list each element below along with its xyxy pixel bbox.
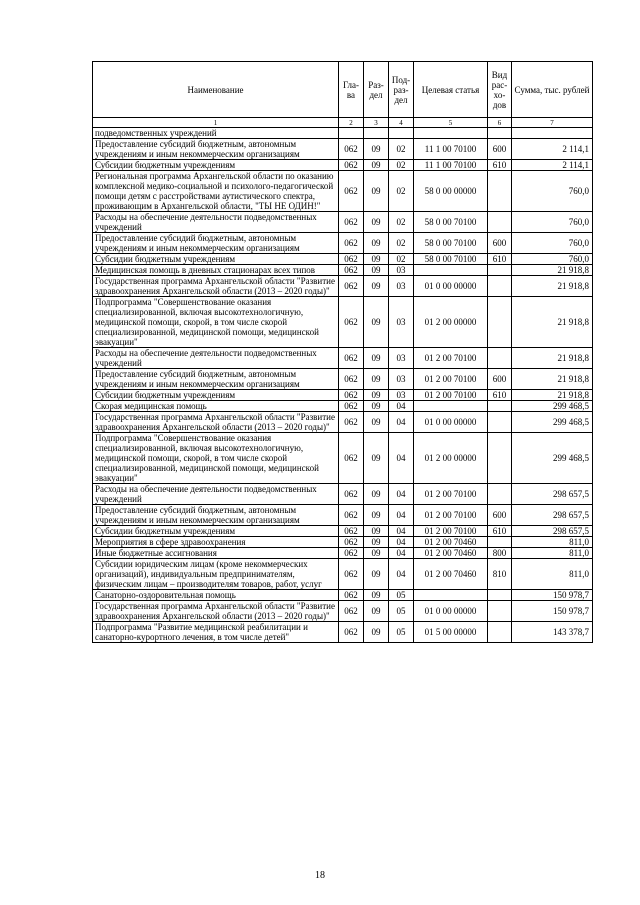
row-podrazdel-cell: 04: [389, 412, 414, 433]
row-sum-cell: 150 978,7: [512, 601, 593, 622]
row-glava-cell: 062: [339, 265, 364, 276]
row-name-cell: Подпрограмма "Совершенствование оказания специализированной, включая высокотехнологичную, медицинской помощи, скорой, в том числе скорой специализированной, медицинской помощи, медицинской эвакуации": [93, 297, 339, 348]
table-row: [93, 484, 593, 505]
row-razdel-cell: 09: [364, 505, 389, 526]
row-razdel-cell: 09: [364, 265, 389, 276]
column-number: 2: [339, 118, 364, 128]
row-glava-cell: 062: [339, 601, 364, 622]
row-podrazdel-cell: 04: [389, 559, 414, 590]
row-name-cell: Мероприятия в сфере здравоохранения: [93, 537, 339, 548]
row-razdel-cell: 09: [364, 254, 389, 265]
table-row: [93, 590, 593, 601]
row-sum-cell: 21 918,8: [512, 348, 593, 369]
row-target-article-cell: 11 1 00 70100: [414, 160, 488, 171]
row-podrazdel-cell: 02: [389, 233, 414, 254]
row-razdel-cell: 09: [364, 559, 389, 590]
row-target-article-cell: 11 1 00 70100: [414, 139, 488, 160]
row-razdel-cell: 09: [364, 526, 389, 537]
row-podrazdel-cell: 03: [389, 265, 414, 276]
column-number: 4: [389, 118, 414, 128]
row-target-article-cell: 01 0 00 00000: [414, 276, 488, 297]
row-podrazdel-cell: 02: [389, 160, 414, 171]
row-name-cell: Государственная программа Архангельской области "Развитие здравоохранения Архангельской области (2013 – 2020 годы)": [93, 276, 339, 297]
row-razdel-cell: 09: [364, 590, 389, 601]
row-sum-cell: 21 918,8: [512, 369, 593, 390]
row-expense-type-cell: [488, 412, 512, 433]
row-podrazdel-cell: 03: [389, 348, 414, 369]
row-expense-type-cell: 610: [488, 526, 512, 537]
row-sum-cell: 760,0: [512, 254, 593, 265]
row-target-article-cell: 01 2 00 70100: [414, 390, 488, 401]
row-target-article-cell: 01 2 00 70460: [414, 548, 488, 559]
row-expense-type-cell: [488, 171, 512, 212]
table-row: [93, 390, 593, 401]
row-razdel-cell: 09: [364, 412, 389, 433]
table-row: [93, 559, 593, 590]
table-header-row: [93, 62, 593, 118]
row-glava-cell: 062: [339, 433, 364, 484]
row-razdel-cell: 09: [364, 537, 389, 548]
page-number: 18: [315, 870, 325, 881]
table-row: [93, 276, 593, 297]
row-podrazdel-cell: 05: [389, 622, 414, 643]
row-glava-cell: 062: [339, 369, 364, 390]
row-glava-cell: 062: [339, 537, 364, 548]
row-glava-cell: 062: [339, 590, 364, 601]
row-glava-cell: 062: [339, 484, 364, 505]
header-name: Наименование: [93, 62, 339, 118]
header-target-article: Целевая статья: [414, 62, 488, 118]
row-razdel-cell: 09: [364, 348, 389, 369]
row-name-cell: Расходы на обеспечение деятельности подведомственных учреждений: [93, 212, 339, 233]
row-sum-cell: 21 918,8: [512, 276, 593, 297]
row-podrazdel-cell: 02: [389, 139, 414, 160]
row-sum-cell: 760,0: [512, 171, 593, 212]
row-sum-cell: 21 918,8: [512, 390, 593, 401]
row-podrazdel-cell: 04: [389, 537, 414, 548]
row-target-article-cell: 58 0 00 70100: [414, 233, 488, 254]
header-razdel: Раз-дел: [364, 62, 389, 118]
row-expense-type-cell: [488, 212, 512, 233]
row-target-article-cell: 01 2 00 70100: [414, 348, 488, 369]
table-row: [93, 433, 593, 484]
row-expense-type-cell: 600: [488, 139, 512, 160]
row-sum-cell: [512, 128, 593, 139]
row-glava-cell: 062: [339, 139, 364, 160]
row-target-article-cell: 01 2 00 70460: [414, 559, 488, 590]
row-sum-cell: 2 114,1: [512, 160, 593, 171]
row-target-article-cell: 01 2 00 00000: [414, 297, 488, 348]
row-glava-cell: 062: [339, 160, 364, 171]
row-expense-type-cell: [488, 265, 512, 276]
row-target-article-cell: 58 0 00 70100: [414, 212, 488, 233]
row-podrazdel-cell: 03: [389, 369, 414, 390]
table-row: [93, 212, 593, 233]
row-razdel-cell: 09: [364, 433, 389, 484]
table-row: [93, 265, 593, 276]
row-expense-type-cell: [488, 622, 512, 643]
row-target-article-cell: [414, 128, 488, 139]
table-row: [93, 537, 593, 548]
table-row: [93, 412, 593, 433]
table-row: [93, 254, 593, 265]
table-row: [93, 233, 593, 254]
row-glava-cell: 062: [339, 412, 364, 433]
row-target-article-cell: 01 2 00 70100: [414, 505, 488, 526]
row-expense-type-cell: [488, 128, 512, 139]
row-razdel-cell: 09: [364, 390, 389, 401]
table-row: [93, 139, 593, 160]
table-row: [93, 369, 593, 390]
column-number: 3: [364, 118, 389, 128]
row-razdel-cell: 09: [364, 212, 389, 233]
row-expense-type-cell: [488, 590, 512, 601]
row-glava-cell: 062: [339, 297, 364, 348]
table-row: [93, 348, 593, 369]
row-glava-cell: [339, 128, 364, 139]
row-sum-cell: 811,0: [512, 537, 593, 548]
row-target-article-cell: 01 2 00 00000: [414, 433, 488, 484]
row-name-cell: Государственная программа Архангельской области "Развитие здравоохранения Архангельской области (2013 – 2020 годы)": [93, 601, 339, 622]
row-glava-cell: 062: [339, 390, 364, 401]
row-glava-cell: 062: [339, 505, 364, 526]
row-name-cell: Подпрограмма "Развитие медицинской реабилитации и санаторно-курортного лечения, в том числе детей": [93, 622, 339, 643]
row-name-cell: Подпрограмма "Совершенствование оказания специализированной, включая высокотехнологичную, медицинской помощи, скорой, в том числе скорой специализированной, медицинской помощи, медицинской эвакуации": [93, 433, 339, 484]
column-number: 1: [93, 118, 339, 128]
row-expense-type-cell: 810: [488, 559, 512, 590]
row-glava-cell: 062: [339, 526, 364, 537]
table-row: [93, 601, 593, 622]
row-sum-cell: 298 657,5: [512, 505, 593, 526]
row-name-cell: Скорая медицинская помощь: [93, 401, 339, 412]
row-glava-cell: 062: [339, 171, 364, 212]
row-glava-cell: 062: [339, 212, 364, 233]
budget-table: [92, 61, 593, 643]
row-glava-cell: 062: [339, 548, 364, 559]
row-podrazdel-cell: 03: [389, 276, 414, 297]
row-target-article-cell: 58 0 00 70100: [414, 254, 488, 265]
row-name-cell: Субсидии бюджетным учреждениям: [93, 390, 339, 401]
row-expense-type-cell: 610: [488, 390, 512, 401]
column-number: 6: [488, 118, 512, 128]
row-name-cell: Субсидии бюджетным учреждениям: [93, 254, 339, 265]
row-expense-type-cell: 600: [488, 505, 512, 526]
row-glava-cell: 062: [339, 348, 364, 369]
column-number: 7: [512, 118, 593, 128]
row-sum-cell: 21 918,8: [512, 265, 593, 276]
row-name-cell: Предоставление субсидий бюджетным, автономным учреждениям и иным некоммерческим организациям: [93, 505, 339, 526]
row-razdel-cell: 09: [364, 171, 389, 212]
row-expense-type-cell: [488, 401, 512, 412]
row-target-article-cell: 58 0 00 00000: [414, 171, 488, 212]
row-sum-cell: 298 657,5: [512, 526, 593, 537]
row-razdel-cell: 09: [364, 369, 389, 390]
row-razdel-cell: 09: [364, 601, 389, 622]
row-podrazdel-cell: 03: [389, 297, 414, 348]
row-name-cell: Предоставление субсидий бюджетным, автономным учреждениям и иным некоммерческим организациям: [93, 369, 339, 390]
table-body: [93, 128, 593, 643]
row-name-cell: Субсидии бюджетным учреждениям: [93, 160, 339, 171]
header-sum: Сумма, тыс. рублей: [512, 62, 593, 118]
row-razdel-cell: 09: [364, 548, 389, 559]
row-podrazdel-cell: 04: [389, 484, 414, 505]
row-target-article-cell: 01 2 00 70100: [414, 369, 488, 390]
row-sum-cell: 760,0: [512, 233, 593, 254]
row-sum-cell: 150 978,7: [512, 590, 593, 601]
table-row: [93, 171, 593, 212]
row-sum-cell: 299 468,5: [512, 433, 593, 484]
row-expense-type-cell: [488, 484, 512, 505]
row-podrazdel-cell: 04: [389, 548, 414, 559]
row-glava-cell: 062: [339, 276, 364, 297]
row-name-cell: Предоставление субсидий бюджетным, автономным учреждениям и иным некоммерческим организациям: [93, 139, 339, 160]
row-podrazdel-cell: 02: [389, 171, 414, 212]
row-target-article-cell: 01 2 00 70460: [414, 537, 488, 548]
row-target-article-cell: 01 2 00 70100: [414, 484, 488, 505]
row-podrazdel-cell: 05: [389, 590, 414, 601]
row-expense-type-cell: [488, 348, 512, 369]
row-glava-cell: 062: [339, 622, 364, 643]
row-target-article-cell: 01 0 00 00000: [414, 601, 488, 622]
row-glava-cell: 062: [339, 254, 364, 265]
row-podrazdel-cell: 02: [389, 254, 414, 265]
table-row: [93, 297, 593, 348]
row-name-cell: Иные бюджетные ассигнования: [93, 548, 339, 559]
header-expense-type: Вид рас-хо-дов: [488, 62, 512, 118]
row-sum-cell: 299 468,5: [512, 401, 593, 412]
row-glava-cell: 062: [339, 233, 364, 254]
row-name-cell: Расходы на обеспечение деятельности подведомственных учреждений: [93, 348, 339, 369]
row-name-cell: подведомственных учреждений: [93, 128, 339, 139]
row-target-article-cell: 01 5 00 00000: [414, 622, 488, 643]
row-razdel-cell: 09: [364, 622, 389, 643]
row-razdel-cell: 09: [364, 160, 389, 171]
row-expense-type-cell: [488, 297, 512, 348]
row-target-article-cell: 01 2 00 70100: [414, 526, 488, 537]
row-glava-cell: 062: [339, 401, 364, 412]
row-sum-cell: 760,0: [512, 212, 593, 233]
row-razdel-cell: 09: [364, 139, 389, 160]
row-expense-type-cell: [488, 433, 512, 484]
row-razdel-cell: 09: [364, 401, 389, 412]
row-name-cell: Региональная программа Архангельской области по оказанию комплексной медико-социальной и психолого-педагогической помощи детям с расстройствами аутистического спектра, проживающим в Архангельской области, "ТЫ НЕ ОДИН!": [93, 171, 339, 212]
header-glava: Гла-ва: [339, 62, 364, 118]
column-number: 5: [414, 118, 488, 128]
row-name-cell: Санаторно-оздоровительная помощь: [93, 590, 339, 601]
row-expense-type-cell: 600: [488, 369, 512, 390]
row-target-article-cell: 01 0 00 00000: [414, 412, 488, 433]
table-row: [93, 548, 593, 559]
row-expense-type-cell: 600: [488, 233, 512, 254]
row-razdel-cell: 09: [364, 276, 389, 297]
row-sum-cell: 299 468,5: [512, 412, 593, 433]
row-expense-type-cell: 800: [488, 548, 512, 559]
table-row: [93, 160, 593, 171]
row-sum-cell: 143 378,7: [512, 622, 593, 643]
row-expense-type-cell: 610: [488, 160, 512, 171]
table-row: [93, 401, 593, 412]
row-podrazdel-cell: 04: [389, 433, 414, 484]
table-row: [93, 526, 593, 537]
row-razdel-cell: [364, 128, 389, 139]
row-name-cell: Расходы на обеспечение деятельности подведомственных учреждений: [93, 484, 339, 505]
table-row: [93, 505, 593, 526]
row-sum-cell: 811,0: [512, 548, 593, 559]
row-name-cell: Медицинская помощь в дневных стационарах всех типов: [93, 265, 339, 276]
row-name-cell: Государственная программа Архангельской области "Развитие здравоохранения Архангельской области (2013 – 2020 годы)": [93, 412, 339, 433]
row-podrazdel-cell: 03: [389, 390, 414, 401]
row-podrazdel-cell: 04: [389, 505, 414, 526]
row-glava-cell: 062: [339, 559, 364, 590]
row-name-cell: Субсидии бюджетным учреждениям: [93, 526, 339, 537]
column-number-row: [93, 118, 593, 128]
header-podrazdel: Под-раз-дел: [389, 62, 414, 118]
table-row: [93, 128, 593, 139]
row-name-cell: Предоставление субсидий бюджетным, автономным учреждениям и иным некоммерческим организациям: [93, 233, 339, 254]
row-razdel-cell: 09: [364, 297, 389, 348]
row-expense-type-cell: [488, 601, 512, 622]
row-razdel-cell: 09: [364, 484, 389, 505]
row-name-cell: Субсидии юридическим лицам (кроме некоммерческих организаций), индивидуальным предпринимателям, физическим лицам – производителям товаров, работ, услуг: [93, 559, 339, 590]
row-target-article-cell: [414, 590, 488, 601]
row-sum-cell: 811,0: [512, 559, 593, 590]
row-expense-type-cell: [488, 537, 512, 548]
row-sum-cell: 298 657,5: [512, 484, 593, 505]
row-target-article-cell: [414, 401, 488, 412]
row-expense-type-cell: [488, 276, 512, 297]
row-podrazdel-cell: 05: [389, 601, 414, 622]
row-target-article-cell: [414, 265, 488, 276]
row-sum-cell: 2 114,1: [512, 139, 593, 160]
row-sum-cell: 21 918,8: [512, 297, 593, 348]
table-row: [93, 622, 593, 643]
row-podrazdel-cell: 02: [389, 212, 414, 233]
row-razdel-cell: 09: [364, 233, 389, 254]
row-podrazdel-cell: [389, 128, 414, 139]
row-expense-type-cell: 610: [488, 254, 512, 265]
row-podrazdel-cell: 04: [389, 401, 414, 412]
row-podrazdel-cell: 04: [389, 526, 414, 537]
